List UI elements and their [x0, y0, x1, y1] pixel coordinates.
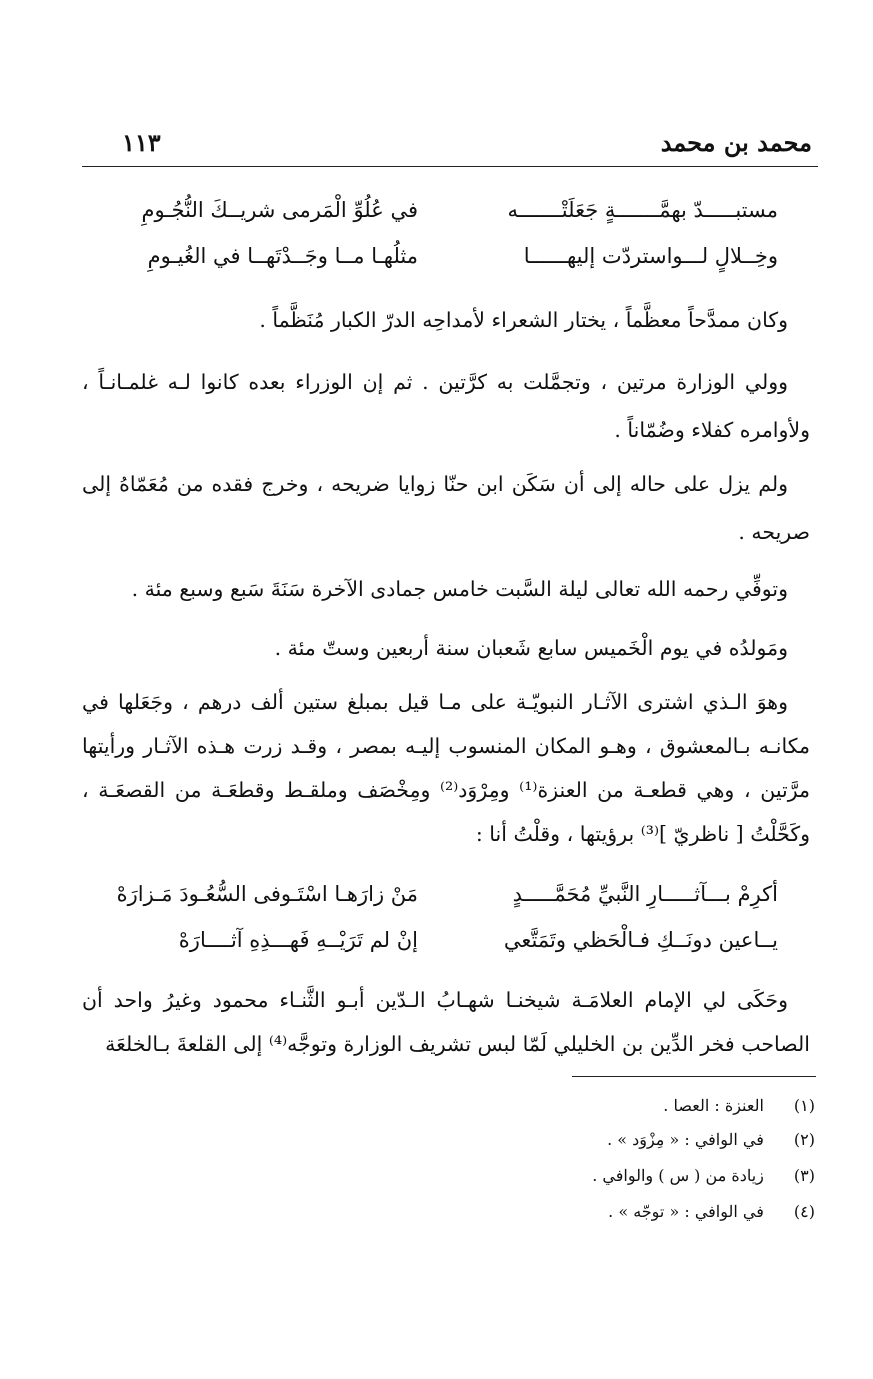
body-paragraph: وكان ممدَّحاً معظَّماً ، يختار الشعراء لأمداحِه الدرّ الكبار مُنَظَّماً .	[259, 308, 788, 332]
verse-second-hemistich: في عُلُوِّ الْمَرمى شريــكَ النُّجُـومِ	[141, 198, 418, 222]
body-paragraph: وتوفِّي رحمه الله تعالى ليلة السَّبت خامس جمادى الآخرة سَنَةَ سَبع وسبع مئة .	[131, 577, 788, 601]
header-divider	[82, 166, 818, 167]
footnote-number: (٤)	[793, 1202, 815, 1221]
footnote-text: العنزة : العصا .	[663, 1096, 764, 1115]
body-paragraph: وحَكَى لي الإمام العلامَـة شيخنـا شهـابُ الـدّين أبـو الثَّنـاء محمود وغيرُ واحد أن الصاحب فخر الدِّين بن الخليلي لَمّا لبس تشريف الوزارة وتوجَّه⁽⁴⁾ إلى القلعةَ بـالخلعَة	[82, 988, 810, 1056]
footnote	[515, 1166, 815, 1196]
verse-line	[118, 198, 778, 238]
footnote-text: في الوافي : « توجّه » .	[608, 1202, 764, 1221]
verse-line	[118, 244, 778, 284]
verse-first-hemistich: يــاعين دونَــكِ فـالْحَظي وتَمَتَّعي	[503, 928, 778, 952]
footnote	[515, 1096, 815, 1126]
verse-first-hemistich: مستبـــــدّ بهمَّـــــــةٍ جَعَلَتْـــــــه	[507, 198, 778, 222]
verse-second-hemistich: مثلُهـا مــا وجَــدْتَهــا في الغُيـومِ	[147, 244, 418, 268]
footnote-number: (٢)	[793, 1130, 815, 1149]
footnote	[515, 1202, 815, 1232]
footnote-text: زيادة من ( س ) والوافي .	[592, 1166, 764, 1185]
body-paragraph: وهوَ الـذي اشترى الآثـار النبويّـة على مـا قيل بمبلغ ستين ألف درهم ، وجَعَلها في مكانـه بـالمعشوق ، وهـو المكان المنسوب إليـه بمصر ، وقـد زرت هـذه الآثـار ورأيتها مرَّتين ، وهي قطعـة من العنزة⁽¹⁾ ومِرْوَد⁽²⁾ ومِخْصَف وملقـط وقطعَـة من القصعَـة ، وكَحَّلْتُ [ ناظريّ ]⁽³⁾ برؤيتها ، وقلْتُ أنا :	[82, 690, 810, 846]
footnote-number: (٣)	[793, 1166, 815, 1185]
body-paragraph: وولي الوزارة مرتين ، وتجمَّلت به كرَّتين . ثم إن الوزراء بعده كانوا لـه غلمـانـاً ، ولأوامره كفلاء وضُمّاناً .	[82, 370, 810, 442]
body-paragraph: ولم يزل على حاله إلى أن سَكَن ابن حنّا زوايا ضريحه ، وخرج فقده من مُعَمّاهُ إلى صريحه .	[82, 472, 810, 544]
verse-first-hemistich: أكرِمْ بـــآثـــــارِ النَّبيِّ مُحَمَّـــــدٍ	[512, 882, 778, 906]
verse-first-hemistich: وخِــلالٍ لـــواستردّت إليهــــــا	[523, 244, 778, 268]
verse-second-hemistich: مَنْ زارَهـا اسْتَـوفى السُّعُـودَ مَـزارَهْ	[116, 882, 418, 906]
body-paragraph: ومَولدُه في يوم الْخَميس سابع شَعبان سنة أربعين وستّ مئة .	[274, 636, 788, 660]
footnote-divider	[572, 1076, 816, 1077]
verse-line	[118, 882, 778, 922]
footnote-text: في الوافي : « مِزْوَد » .	[607, 1130, 764, 1149]
page-header	[82, 124, 812, 166]
footnote	[515, 1130, 815, 1160]
page-number: ١١٣	[122, 128, 161, 157]
footnote-number: (١)	[793, 1096, 815, 1115]
verse-second-hemistich: إنْ لم تَرَيْــهِ فَهـــذِهِ آثــــارَهْ	[178, 928, 418, 952]
verse-line	[118, 928, 778, 968]
running-title: محمد بن محمد	[660, 128, 812, 157]
